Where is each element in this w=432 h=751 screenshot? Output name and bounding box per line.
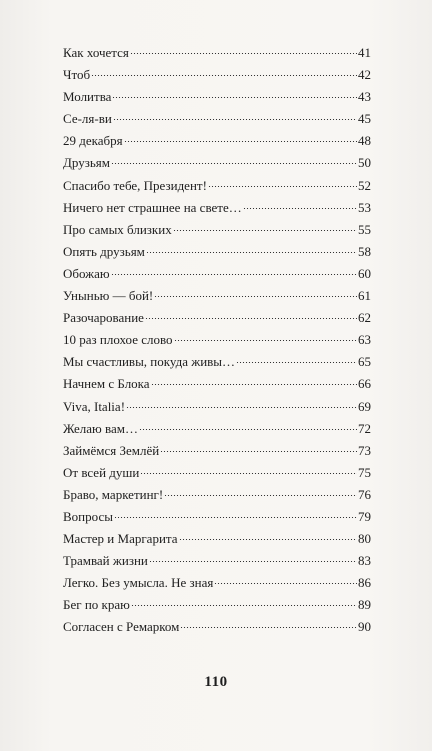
- toc-entry-title: Вопросы: [63, 508, 113, 524]
- toc-leader-dots: [151, 384, 357, 385]
- toc-entry-title: Спасибо тебе, Президент!: [63, 177, 207, 193]
- toc-entry: [63, 108, 371, 130]
- toc-leader-dots: [145, 318, 357, 319]
- toc-leader-dots: [126, 407, 357, 408]
- toc-leader-dots: [208, 186, 357, 187]
- toc-entry: [63, 418, 371, 440]
- toc-leader-dots: [112, 97, 357, 98]
- toc-leader-dots: [154, 296, 357, 297]
- toc-entry: [63, 307, 371, 329]
- table-of-contents: [63, 42, 371, 639]
- toc-entry-page: 50: [358, 155, 371, 171]
- toc-entry-page: 72: [358, 420, 371, 436]
- toc-entry: [63, 241, 371, 263]
- toc-leader-dots: [243, 208, 357, 209]
- toc-entry-page: 66: [358, 376, 371, 392]
- toc-leader-dots: [149, 561, 357, 562]
- toc-entry-page: 61: [358, 288, 371, 304]
- toc-entry-title: Браво, маркетинг!: [63, 486, 164, 502]
- toc-entry: [63, 616, 371, 638]
- toc-entry: [63, 462, 371, 484]
- toc-leader-dots: [164, 495, 357, 496]
- toc-entry: [63, 528, 371, 550]
- toc-leader-dots: [160, 451, 357, 452]
- toc-entry-title: Чтоб: [63, 67, 91, 83]
- toc-entry-title: Про самых близких: [63, 221, 172, 237]
- toc-entry-page: 48: [358, 133, 371, 149]
- toc-entry-title: Обожаю: [63, 265, 110, 281]
- toc-entry: [63, 64, 371, 86]
- toc-entry-title: Viva, Italia!: [63, 398, 126, 414]
- toc-entry-title: Согласен с Ремарком: [63, 619, 180, 635]
- toc-entry: [63, 550, 371, 572]
- toc-leader-dots: [114, 517, 357, 518]
- toc-entry-title: Ничего нет страшнее на свете…: [63, 199, 242, 215]
- toc-leader-dots: [214, 583, 357, 584]
- toc-entry: [63, 572, 371, 594]
- toc-entry-page: 42: [358, 67, 371, 83]
- toc-entry-title: Мы счастливы, покуда живы…: [63, 354, 236, 370]
- toc-entry: [63, 373, 371, 395]
- toc-leader-dots: [124, 141, 357, 142]
- toc-leader-dots: [111, 163, 357, 164]
- toc-entry-page: 89: [358, 597, 371, 613]
- toc-leader-dots: [91, 75, 357, 76]
- toc-entry-page: 73: [358, 442, 371, 458]
- page-number: 110: [204, 674, 228, 690]
- toc-leader-dots: [140, 473, 357, 474]
- toc-entry-title: Молитва: [63, 89, 112, 105]
- toc-entry-page: 69: [358, 398, 371, 414]
- toc-entry: [63, 484, 371, 506]
- toc-entry-page: 75: [358, 464, 371, 480]
- toc-entry-title: Опять друзьям: [63, 243, 145, 259]
- toc-entry-page: 65: [358, 354, 371, 370]
- toc-entry-title: Займёмся Землёй: [63, 442, 160, 458]
- toc-leader-dots: [179, 539, 357, 540]
- toc-leader-dots: [174, 340, 357, 341]
- toc-entry-title: Бег по краю: [63, 597, 130, 613]
- toc-entry-title: 10 раз плохое слово: [63, 332, 173, 348]
- toc-entry: [63, 175, 371, 197]
- toc-entry-title: 29 декабря: [63, 133, 123, 149]
- toc-entry-title: Легко. Без умысла. Не зная: [63, 575, 214, 591]
- toc-entry: [63, 263, 371, 285]
- toc-entry-page: 55: [358, 221, 371, 237]
- toc-entry-page: 76: [358, 486, 371, 502]
- toc-leader-dots: [130, 53, 357, 54]
- toc-entry: [63, 86, 371, 108]
- toc-entry-title: Разочарование: [63, 310, 144, 326]
- toc-entry-title: Желаю вам…: [63, 420, 138, 436]
- toc-entry-title: Друзьям: [63, 155, 110, 171]
- toc-entry: [63, 152, 371, 174]
- toc-entry: [63, 594, 371, 616]
- toc-entry-page: 43: [358, 89, 371, 105]
- toc-entry-page: 58: [358, 243, 371, 259]
- toc-entry-title: Унынью — бой!: [63, 288, 154, 304]
- toc-entry-title: Начнем с Блока: [63, 376, 150, 392]
- toc-entry-page: 41: [358, 45, 371, 60]
- toc-leader-dots: [146, 252, 357, 253]
- toc-entry: [63, 219, 371, 241]
- toc-leader-dots: [131, 605, 357, 606]
- toc-entry: [63, 506, 371, 528]
- toc-leader-dots: [113, 119, 357, 120]
- toc-entry: [63, 396, 371, 418]
- toc-entry: [63, 351, 371, 373]
- toc-entry-page: 80: [358, 531, 371, 547]
- toc-entry: [63, 440, 371, 462]
- toc-leader-dots: [180, 627, 357, 628]
- toc-entry-page: 53: [358, 199, 371, 215]
- toc-entry: [63, 329, 371, 351]
- toc-leader-dots: [236, 362, 357, 363]
- toc-entry-title: Как хочется: [63, 45, 129, 60]
- toc-leader-dots: [139, 429, 357, 430]
- toc-entry-page: 63: [358, 332, 371, 348]
- toc-leader-dots: [111, 274, 357, 275]
- toc-entry-page: 90: [358, 619, 371, 635]
- toc-entry-page: 62: [358, 310, 371, 326]
- toc-entry-page: 45: [358, 111, 371, 127]
- toc-entry: [63, 197, 371, 219]
- toc-leader-dots: [173, 230, 357, 231]
- toc-entry-page: 60: [358, 265, 371, 281]
- toc-entry-title: От всей души: [63, 464, 140, 480]
- toc-entry: [63, 285, 371, 307]
- toc-entry-title: Мастер и Маргарита: [63, 531, 178, 547]
- toc-entry: [63, 130, 371, 152]
- toc-entry-page: 86: [358, 575, 371, 591]
- toc-entry-page: 83: [358, 553, 371, 569]
- toc-entry: [63, 42, 371, 64]
- toc-entry-title: Се-ля-ви: [63, 111, 112, 127]
- toc-entry-page: 52: [358, 177, 371, 193]
- toc-entry-title: Трамвай жизни: [63, 553, 148, 569]
- toc-entry-page: 79: [358, 508, 371, 524]
